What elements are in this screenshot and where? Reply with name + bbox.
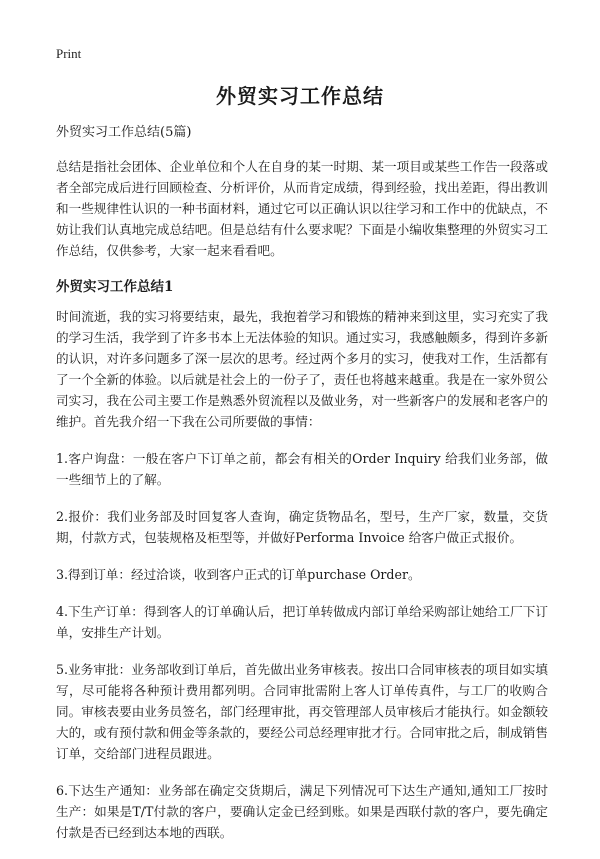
intro-paragraph: 总结是指社会团体、企业单位和个人在自身的某一时期、某一项目或某些工作告一段落或者全部完成后进行回顾检查、分析评价，从而肯定成绩，得到经验，找出差距，得出教训和一些规律性认识的一种书面材料，通过它可以正确认识以往学习和工作中的优缺点，不妨让我们认真地完成总结吧。但是总结有什么要求呢？下面是小编收集整理的外贸实习工作总结，仅供参考，大家一起来看看吧。: [56, 159, 548, 258]
list-item-customer-inquiry: 1.客户询盘：一般在客户下订单之前，都会有相关的Order Inquiry 给我们业务部，做一些细节上的了解。: [56, 451, 548, 487]
section-heading: 外贸实习工作总结1: [56, 279, 174, 295]
list-item-production-order: 4.下生产订单：得到客人的订单确认后，把订单转做成内部订单给采购部让她给工厂下订单，安排生产计划。: [56, 604, 548, 640]
page-title: 外贸实习工作总结: [216, 84, 384, 108]
print-link[interactable]: Print: [56, 46, 82, 61]
list-item-production-notice: 6.下达生产通知：业务部在确定交货期后，满足下列情况可下达生产通知,通知工厂按时生产：如果是T/T付款的客户，要确认定金已经到账。如果是西联付款的客户，要先确定付款是否已经到达本地的西联。: [56, 783, 548, 840]
document-subtitle: 外贸实习工作总结(5篇): [56, 125, 192, 140]
list-item-quotation: 2.报价：我们业务部及时回复客人查询，确定货物品名，型号，生产厂家，数量，交货期，付款方式，包装规格及柜型等，并做好Performa Invoice 给客户做正式报价。: [56, 509, 548, 545]
document-body: [56, 123, 548, 859]
list-item-receive-order: 3.得到订单：经过洽谈，收到客户正式的订单purchase Order。: [56, 567, 421, 582]
body-paragraph: 时间流逝，我的实习将要结束，最先，我抱着学习和锻炼的精神来到这里，实习充实了我的学习生活，我学到了许多书本上无法体验的知识。通过实习，我感触颇多，得到许多新的认识，对许多问题多了深一层次的思考。经过两个多月的实习，使我对工作，生活都有了一个全新的体验。以后就是社会上的一份子了，责任也将越来越重。我是在一家外贸公司实习，我在公司主要工作是熟悉外贸流程以及做业务，对一些新客户的发展和老客户的维护。首先我介绍一下我在公司所要做的事情：: [56, 309, 548, 429]
list-item-business-approval: 5.业务审批：业务部收到订单后，首先做出业务审核表。按出口合同审核表的项目如实填写，尽可能将各种预计费用都列明。合同审批需附上客人订单传真件，与工厂的收购合同。审核表要由业务员签名，部门经理审批，再交管理部人员审核后才能执行。如金额较大的，或有预付款和佣金等条款的，要经公司总经理审批才行。合同审批之后，制成销售订单，交给部门进程员跟进。: [56, 662, 548, 761]
